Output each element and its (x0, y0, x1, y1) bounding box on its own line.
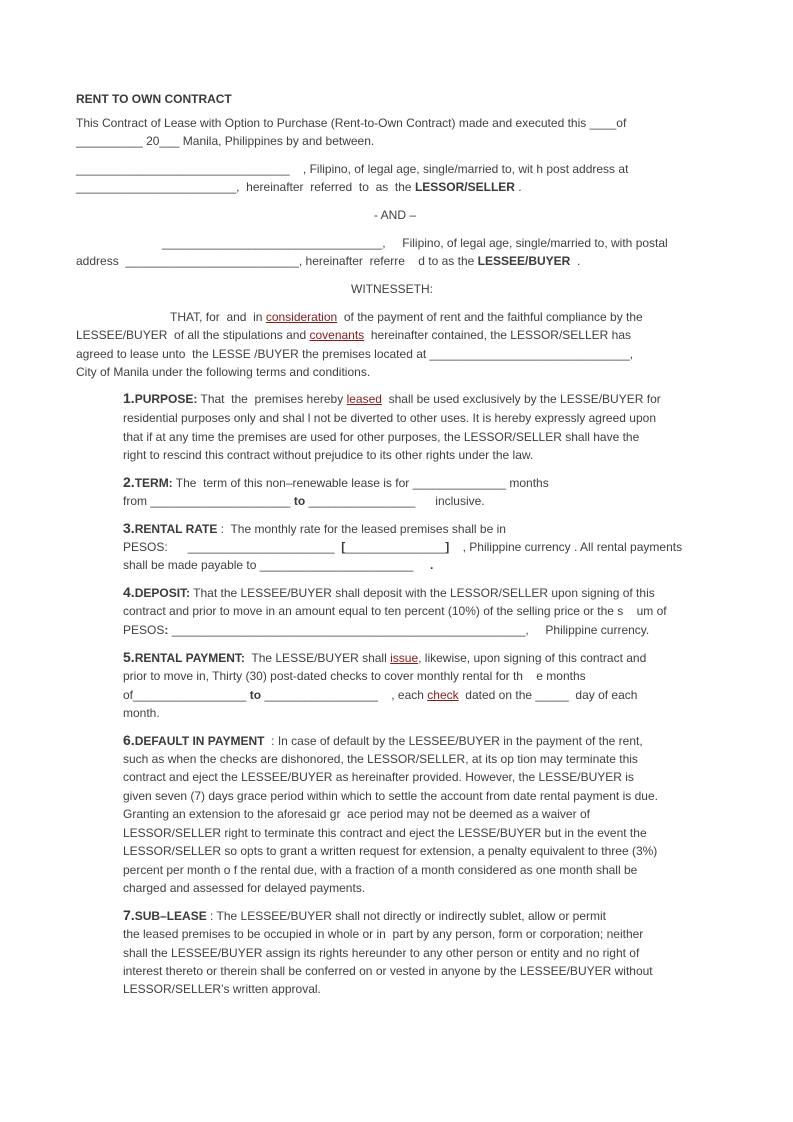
section-default-line-3: contract and eject the LESSEE/BUYER as hereinafter provided. However, the LESSE/BUYER is (123, 770, 634, 784)
witness-text: hereinafter contained, the LESSOR/SELLER has (364, 328, 631, 342)
section-rental-payment-line-1 (123, 650, 646, 665)
section-text: , Philippine currency . All rental payments (449, 540, 683, 554)
section-deposit-line-1 (123, 585, 655, 600)
section-number: 7. (123, 907, 135, 923)
check-link[interactable]: check (427, 688, 459, 702)
section-text: shall be made payable to _______________________ (123, 558, 430, 572)
issue-link[interactable]: issue (390, 651, 419, 665)
section-heading: SUB–LEASE (134, 909, 207, 923)
leased-link[interactable]: leased (346, 392, 382, 406)
section-text: : The LESSEE/BUYER shall not directly or indirectly sublet, allow or permit (206, 909, 606, 923)
witness-line-2 (76, 328, 631, 342)
lessor-seller-label: LESSOR/SELLER (414, 180, 515, 194)
section-text: : The monthly rate for the leased premises shall be in (217, 522, 506, 536)
section-sublease-line-5: LESSOR/SELLER’s written approval. (123, 982, 321, 996)
section-default-line-6: LESSOR/SELLER right to terminate this contract and eject the LESSE/BUYER but in the event the (123, 826, 647, 840)
party1-line-1: ________________________________ , Filipino, of legal age, single/married to, wit h post address at (76, 162, 629, 176)
section-term-line-2 (123, 494, 485, 508)
section-heading: DEPOSIT: (134, 586, 191, 600)
colon-mark: : (164, 623, 169, 637)
witness-line-1 (170, 310, 643, 324)
section-text: of_________________ (123, 688, 250, 702)
witness-text: of the payment of rent and the faithful compliance by the (337, 310, 643, 324)
section-heading: TERM: (134, 476, 173, 490)
document-title: RENT TO OWN CONTRACT (76, 92, 232, 106)
section-text: _______________ (345, 540, 446, 554)
party2-line-1: _________________________________, Filipino, of legal age, single/married to, with postal (162, 236, 668, 250)
section-default-line-9: charged and assessed for delayed payments. (123, 881, 366, 895)
section-number: 2. (123, 474, 135, 490)
witness-text: LESSEE/BUYER of all the stipulations and (76, 328, 310, 342)
section-text: The LESSE/BUYER shall (244, 651, 391, 665)
section-default-line-5: Granting an extension to the aforesaid gr ace period may not be deemed as a waiver of (123, 807, 590, 821)
party2-line-2 (76, 254, 580, 268)
section-heading: DEFAULT IN PAYMENT (134, 734, 265, 748)
section-rental-payment-line-3 (123, 688, 637, 702)
section-number: 6. (123, 732, 135, 748)
section-number: 5. (123, 649, 135, 665)
section-default-line-7: LESSOR/SELLER so opts to grant a written request for extension, a penalty equivalent to three (3%) (123, 844, 658, 858)
section-sublease-line-3: shall the LESSEE/BUYER assign its rights hereunder to any other person or entity and no right of (123, 946, 640, 960)
section-text: dated on the _____ day of each (458, 688, 638, 702)
party1-text: ________________________, hereinafter referred to as the (76, 180, 415, 194)
and-separator: - AND – (374, 208, 417, 222)
section-sublease-line-4: interest thereto or therein shall be conferred on or vested in anyone by the LESSEE/BUYER without (123, 964, 653, 978)
section-default-line-1 (123, 733, 643, 748)
section-text: from _____________________ (123, 494, 294, 508)
section-sublease-line-1 (123, 908, 606, 923)
section-heading: RENTAL PAYMENT: (134, 651, 245, 665)
section-text: : In case of default by the LESSEE/BUYER in the payment of the rent, (264, 734, 643, 748)
section-text: _____________________________________________________, Philippine currency. (168, 623, 650, 637)
section-number: 3. (123, 520, 135, 536)
section-number: 1. (123, 390, 135, 406)
section-text: PESOS: ______________________ (123, 540, 342, 554)
section-heading: PURPOSE: (134, 392, 198, 406)
section-text: shall be used exclusively by the LESSE/BUYER for (381, 392, 661, 406)
section-text: _________________ , each (261, 688, 428, 702)
period-mark: . (429, 558, 434, 572)
party2-period: . (570, 254, 581, 268)
section-deposit-line-2: contract and prior to move in an amount equal to ten percent (10%) of the selling price or the s um of (123, 604, 667, 618)
section-deposit-line-3 (123, 623, 649, 637)
section-rental-payment-line-2: prior to move in, Thirty (30) post-dated checks to cover monthly rental for th e months (123, 669, 586, 683)
to-label: to (293, 494, 306, 508)
section-term-line-1 (123, 475, 549, 490)
section-purpose-line-2: residential purposes only and shal l not be diverted to other uses. It is hereby expressly agreed upon (123, 411, 656, 425)
witness-line-4: City of Manila under the following terms and conditions. (76, 365, 371, 379)
section-heading: RENTAL RATE (134, 522, 218, 536)
section-purpose-line-4: right to rescind this contract without prejudice to its other rights under the law. (123, 448, 534, 462)
witnesseth-heading: WITNESSETH: (351, 282, 434, 296)
intro-line-1: This Contract of Lease with Option to Purchase (Rent-to-Own Contract) made and executed this ____of (76, 116, 627, 130)
section-number: 4. (123, 584, 135, 600)
section-rental-rate-line-3 (123, 558, 433, 572)
section-default-line-2: such as when the checks are dishonored, the LESSOR/SELLER, at its op tion may terminate this (123, 752, 638, 766)
lessee-buyer-label: LESSEE/BUYER (477, 254, 571, 268)
section-text: The term of this non–renewable lease is for ______________ months (172, 476, 549, 490)
covenants-link[interactable]: covenants (309, 328, 365, 342)
section-sublease-line-2: the leased premises to be occupied in whole or in part by any person, form or corporation; neither (123, 927, 644, 941)
section-purpose-line-1 (123, 391, 661, 406)
consideration-link[interactable]: consideration (265, 310, 338, 324)
witness-text: THAT, for and in (170, 310, 266, 324)
section-text: PESOS (123, 623, 165, 637)
witness-line-3: agreed to lease unto the LESSE /BUYER the premises located at ______________________________, (76, 347, 634, 361)
section-rental-rate-line-1 (123, 521, 506, 536)
party2-text: address __________________________, hereinafter referre d to as the (76, 254, 478, 268)
section-default-line-4: given seven (7) days grace period within which to settle the account from date rental payment is due. (123, 789, 658, 803)
bracket-close: ] (445, 540, 450, 554)
section-rental-payment-line-4: month. (123, 706, 160, 720)
party1-period: . (514, 180, 522, 194)
section-text: ________________ inclusive. (305, 494, 485, 508)
section-text: That the LESSEE/BUYER shall deposit with the LESSOR/SELLER upon signing of this (190, 586, 655, 600)
to-label: to (249, 688, 262, 702)
intro-line-2: __________ 20___ Manila, Philippines by and between. (76, 134, 375, 148)
section-text: , likewise, upon signing of this contract and (418, 651, 647, 665)
section-text: That the premises hereby (197, 392, 347, 406)
section-rental-rate-line-2 (123, 540, 682, 554)
party1-line-2 (76, 180, 522, 194)
section-purpose-line-3: that if at any time the premises are used for other purposes, the LESSOR/SELLER shall have the (123, 430, 640, 444)
section-default-line-8: percent per month o f the rental due, with a fraction of a month considered as one month shall be (123, 863, 638, 877)
bracket-open: [ (341, 540, 346, 554)
